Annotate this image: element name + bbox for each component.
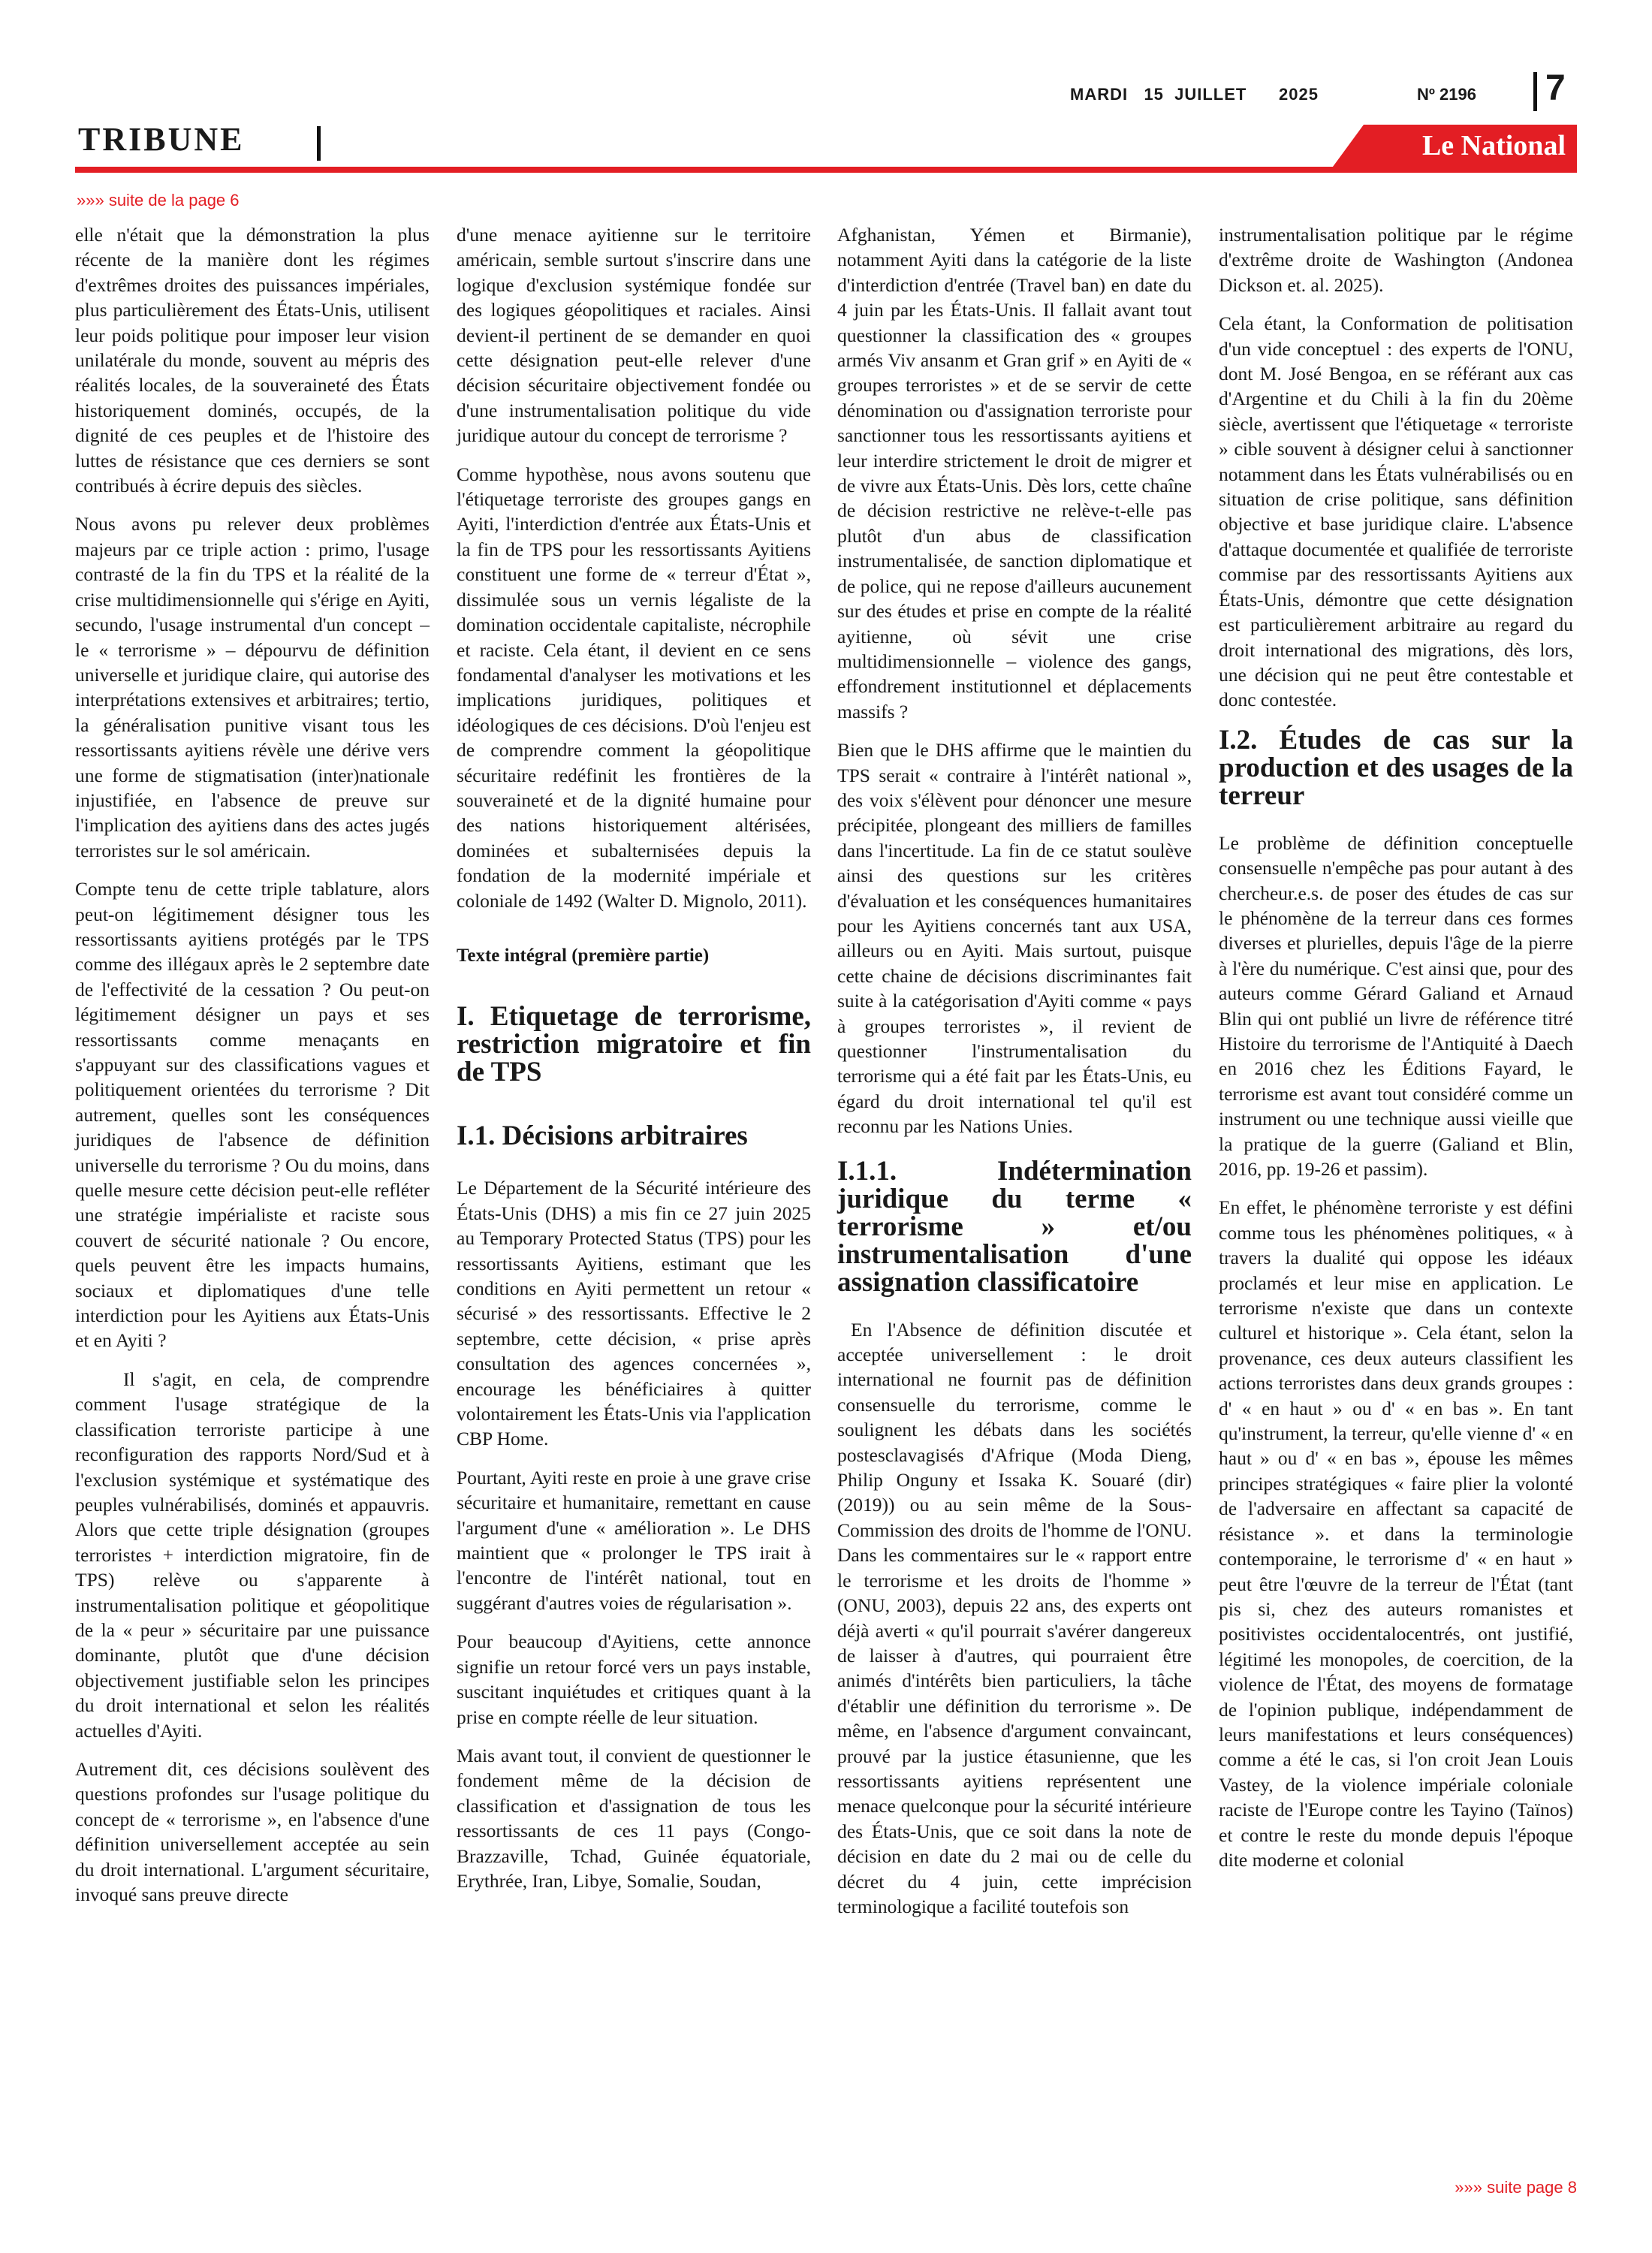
section-heading-1-1: I.1. Décisions arbitraires [457,1120,748,1152]
paragraph: En l'Absence de définition discutée et acceptée universellement : le droit international ne fournit pas de définition consensuelle du terrorisme, comme le soulignent les débats dans les sociétés postesclavagisés d'Afrique (Moda Dieng, Philip Onguny et Issaka K. Souaré (dir) (2019)) ou au sein même de la Sous-Commission des droits de l'homme de l'ONU. Dans les commentaires sur le « rapport entre le terrorisme et les droits de l'homme » (ONU, 2003), depuis 22 ans, des experts ont déjà averti « qu'il pourrait s'avérer dangereux de laisser à d'autres, qui pourraient être animés d'intérêts bien particuliers, la tâche d'établir une définition du terrorisme ». De même, en l'absence d'argument convaincant, prouvé par la justice étasunienne, que les ressortissants ayitiens représentent une menace quelconque pour la sécurité intérieure des États-Unis, que ce soit dans la note de décision en date du 2 mai ou de celle du décret du 4 juin, cette imprécision terminologique a facilité toutefois son [837,1318,1192,1917]
newspaper-brand: Le National [1421,130,1566,161]
paragraph: Afghanistan, Yémen et Birmanie), notamment Ayiti dans la catégorie de la liste d'interdiction d'entrée (Travel ban) en date du 4 juin par les États-Unis. Il fallait avant tout questionner la classification des « groupes armés Viv ansanm et Gran grif » en Ayiti de « groupes terroristes » et de se servir de cette dénomination ou d'assignation terroriste pour sanctionner tous les ressortissants ayitiens et leur interdire strictement le droit de migrer et de vivre aux États-Unis. Dès lors, cette chaîne de décision restrictive ne relève-t-elle pas plutôt d'un abus de classification instrumentalisée, de sanction diplomatique et de police, qui ne repose d'ailleurs aucunement sur des études et prise en compte de la réalité ayitienne, où sévit une crise multidimensionnelle – violence des gangs, effondrement institutionnel et déplacements massifs ? [837,224,1192,722]
full-text-label: Texte intégral (première partie) [457,945,710,966]
issue-number: Nº 2196 [1417,85,1476,104]
paragraph: Le problème de définition conceptuelle consensuelle n'empêche pas pour autant à des chercheur.e.s. de poser des études de cas sur le phénomène de la terreur dans ces formes diverses et plurielles, depuis l'âge de la pierre à l'ère du numérique. C'est ainsi que, pour des auteurs comme Gérard Galiand et Arnaud Blin qui ont publié un livre de référence titré Histoire du terrorisme de l'Antiquité à Daech en 2016 chez les Éditions Fayard, le terrorisme est avant tout considéré comme un instrument ou une technique aussi vieille que la pratique de la guerre (Galiand et Blin, 2016, pp. 19-26 et passim). [1219,831,1573,1180]
paragraph: Bien que le DHS affirme que le maintien du TPS serait « contraire à l'intérêt national », des voix s'élèvent pour dénoncer une mesure précipitée, plongeant des milliers de familles dans l'incertitude. La fin de ce statut soulève ainsi des questions sur les critères d'évaluation et les conséquences humanitaires pour les Ayitiens concernés tant aux USA, ailleurs ou en Ayiti. Mais surtout, puisque cette chaine de décisions discriminantes fait suite à la catégorisation d'Ayiti comme « pays à groupes terroristes », il revient de questionner l'instrumentalisation du terrorisme qui a été fait par les États-Unis, eu égard du droit international tel qu'il est reconnu par les Nations Unies. [837,739,1192,1138]
paragraph: Comme hypothèse, nous avons soutenu que l'étiquetage terroriste des groupes gangs en Ayiti, l'interdiction d'entrée aux États-Unis et la fin de TPS pour les ressortissants Ayitiens constituent une forme de « terreur d'État », dissimulée sous un vernis légaliste de la domination occidentale capitaliste, nécrophile et raciste. Cela étant, il devient en ce sens fondamental d'analyser les motivations et les implications juridiques, politiques et idéologiques de ces décisions. D'où l'enjeu est de comprendre comment la géopolitique sécuritaire redéfinit les frontières de la souveraineté et de la dignité humaine pour des nations historiquement altérisées, dominées et subalternisées depuis la fondation de la modernité impériale et coloniale de 1492 (Walter D. Mignolo, 2011). [457,463,811,912]
header-divider [1533,72,1537,111]
paragraph: Cela étant, la Conformation de politisation d'un vide conceptuel : des experts de l'ONU, dont M. José Bengoa, en se référant aux cas d'Argentine et du Chili à la fin du 20ème siècle, avertissent que l'étiquetage « terroriste » cible souvent à désigner celui à sanctionner notamment dans les États vulnérabilisés ou en situation de crise politique, sans définition objective et base juridique claire. L'absence d'attaque documentée et qualifiée de terroriste commise par des ressortissants Ayitiens aux États-Unis, démontre que cette désignation est particulièrement arbitraire au regard du droit international des migrations, dès lors, une décision qui ne peut être contestable et donc contestée. [1219,312,1573,711]
paragraph: Nous avons pu relever deux problèmes majeurs par ce triple action : primo, l'usage contrasté de la fin du TPS et la réalité de la crise multidimensionnelle qui s'érige en Ayiti, secundo, l'usage instrumental d'un concept – le « terrorisme » – dépourvu de définition universelle et juridique claire, qui autorise des interprétations extensives et arbitraires; tertio, la généralisation punitive visant tous les ressortissants ayitiens révèle une dérive vers une forme de stigmatisation (inter)nationale injustifiée, en l'absence de preuve sur l'implication des ayitiens dans des actes jugés terroristes sur le sol américain. [75,513,430,861]
issue-date: MARDI 15 JUILLET 2025 [1070,85,1319,104]
paragraph: elle n'était que la démonstration la plus récente de la manière dont les régimes d'extrêmes droites des puissances impériales, plus particulièrement des États-Unis, utilisent leur poids politique pour imposer leur vision unilatérale du monde, souvent au mépris des réalités locales, de la souveraineté des États historiquement dominés, occupés, de la dignité de ces peuples et de l'histoire des luttes de résistance que ces derniers se sont contribués à écrire depuis des siècles. [75,224,430,497]
section-heading-1: I. Etiquetage de terrorisme, restriction migratoire et fin de TPS [457,1001,811,1088]
page-number: 7 [1545,68,1566,108]
paragraph: Autrement dit, ces décisions soulèvent des questions profondes sur l'usage politique du concept de « terrorisme », en l'absence d'une définition universellement acceptée au sein du droit international. L'argument sécuritaire, invoqué sans preuve directe [75,1757,430,1905]
paragraph: Pourtant, Ayiti reste en proie à une grave crise sécuritaire et humanitaire, remettant en cause l'argument d'une « amélioration ». Le DHS maintient que « prolonger le TPS irait à l'encontre de l'intérêt national, tout en suggérant d'autres voies de régularisation ». [457,1466,811,1614]
paragraph: Compte tenu de cette triple tablature, alors peut-on légitimement désigner tous les ressortissants ayitiens protégés par le TPS comme des illégaux après le 2 septembre date de l'effectivité de la cessation ? Ou peut-on légitimement désigner un pays et ses ressortissants comme menaçants en s'appuyant sur des classifications vagues et politiquement orientées du terrorisme ? Dit autrement, quelles sont les conséquences juridiques de l'absence de définition universelle du terrorisme ? Ou du moins, dans quelle mesure cette décision peut-elle refléter une stratégie impérialiste et raciste sous couvert de sécurité nationale ? Ou encore, quels peuvent être les impacts humains, sociaux et diplomatiques d'une telle interdiction pour les Ayitiens aux États-Unis et en Ayiti ? [75,878,430,1352]
paragraph: Pour beaucoup d'Ayitiens, cette annonce signifie un retour forcé vers un pays instable, suscitant inquiétudes et critiques quant à la prise en compte réelle de leur situation. [457,1630,811,1728]
paragraph: instrumentalisation politique par le régime d'extrême droite de Washington (Andonea Dickson et. al. 2025). [1219,224,1573,296]
section-heading-1-1-1: I.1.1. Indétermination juridique du terme « terrorisme » et/ou instrumentalisation d'une assignation classificatoire [837,1155,1192,1298]
rubric-divider [317,126,321,161]
paragraph: d'une menace ayitienne sur le territoire américain, semble surtout s'inscrire dans une logique d'exclusion systémique fondée sur des logiques géopolitiques et raciales. Ainsi devient-il pertinent de se demander en quoi cette désignation peut-elle relever d'une décision sécuritaire objectivement fondée ou d'une instrumentalisation politique du vide juridique autour du concept de terrorisme ? [457,224,811,447]
paragraph: Il s'agit, en cela, de comprendre comment l'usage stratégique de la classification terroriste participe à une reconfiguration des rapports Nord/Sud et à l'exclusion systémique et systématique des peuples vulnérabilisés, dominés et appauvris. Alors que cette triple désignation (groupes terroristes + interdiction migratoire, fin de TPS) relève ou s'apparente à instrumentalisation politique et géopolitique de la « peur » sécuritaire par une puissance dominante, plutôt que d'une décision objectivement justifiable selon les principes du droit international et selon les réalités actuelles d'Ayiti. [75,1368,430,1742]
paragraph: Le Département de la Sécurité intérieure des États-Unis (DHS) a mis fin ce 27 juin 2025 au Temporary Protected Status (TPS) pour les ressortissants Ayitiens, estimant que les conditions en Ayiti permettent un retour « sécurisé » des ressortissants. Effective le 2 septembre, cette décision, « prise après consultation des agences concernées », encourage les bénéficiaires à quitter volontairement les États-Unis via l'application CBP Home. [457,1177,811,1450]
article-column-3 [837,222,1192,1932]
article-column-4 [1219,222,1573,1886]
section-rubric: TRIBUNE [78,121,245,158]
continued-from-link[interactable]: »»» suite de la page 6 [77,191,240,210]
section-heading-1-2: I.2. Études de cas sur la production et des usages de la terreur [1219,724,1573,811]
paragraph: En effet, le phénomène terroriste y est défini comme tous les phénomènes politiques, « à travers la dualité qui oppose les idéaux proclamés et leur mise en application. Le terrorisme n'existe que dans un contexte culturel et historique ». Cela étant, selon la provenance, ces deux auteurs classifient les actions terroristes dans deux grands groupes : d' « en haut » ou d' « en bas ». En tant qu'instrument, la terreur, qu'elle vienne d' « en haut » ou d' « en bas », épouse les mêmes principes stratégiques « faire plier la volonté de l'adversaire en affectant sa capacité de résistance ». et dans la terminologie contemporaine, le terrorisme d' « en haut » peut être l'œuvre de la terreur de l'État (tant pis si, chez des auteurs romanistes et positivistes occidentalocentrés, ont justifié, légitimé les monopoles, de coercition, de la violence de l'État, des moyens de formatage de l'opinion publique, indépendamment de leurs manifestations et leurs conséquences) comme a été le cas, si l'on croit Jean Louis Vastey, de la violence impériale coloniale raciste de l'Europe contre les Tayino (Taïnos) et contre le reste du monde depuis l'époque dite moderne et colonial [1219,1196,1573,1871]
header-rule [75,167,1577,173]
article-column-2 [457,222,811,1907]
article-column-1 [75,222,430,1920]
paragraph: Mais avant tout, il convient de questionner le fondement même de la décision de classification et d'assignation de tous les ressortissants de ces 11 pays (Congo-Brazzaville, Tchad, Guinée équatoriale, Erythrée, Iran, Libye, Somalie, Soudan, [457,1744,811,1892]
continued-to-link[interactable]: »»» suite page 8 [1455,2178,1577,2197]
